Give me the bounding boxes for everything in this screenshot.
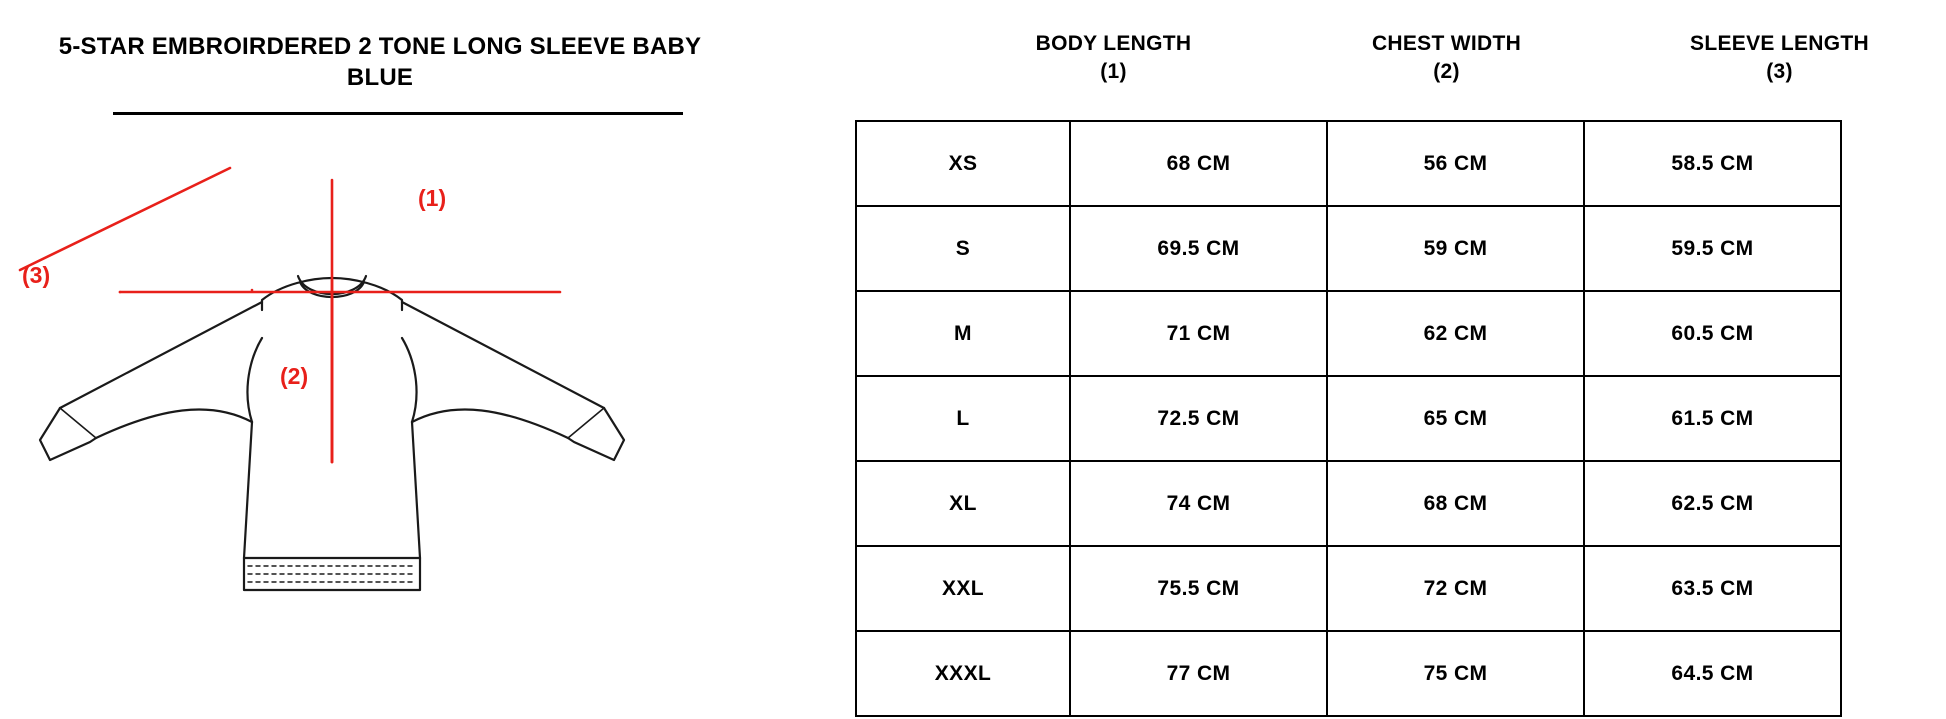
garment-illustration-panel bbox=[0, 0, 760, 719]
callout-sleeve-length: (3) bbox=[22, 262, 51, 288]
table-row bbox=[856, 376, 1841, 461]
cell-chest-width: 59 CM bbox=[1327, 206, 1584, 291]
cell-chest-width: 56 CM bbox=[1327, 121, 1584, 206]
column-header-body-length-ref: (1) bbox=[1100, 60, 1127, 84]
cell-size: XL bbox=[856, 461, 1070, 546]
cell-size: L bbox=[856, 376, 1070, 461]
table-row bbox=[856, 291, 1841, 376]
cell-body-length: 77 CM bbox=[1070, 631, 1327, 716]
cell-sleeve-length: 64.5 CM bbox=[1584, 631, 1841, 716]
callout-body-length: (1) bbox=[418, 185, 447, 211]
table-row bbox=[856, 461, 1841, 546]
table-row bbox=[856, 206, 1841, 291]
table-row bbox=[856, 631, 1841, 716]
column-header-chest-width bbox=[1280, 30, 1613, 100]
column-header-body-length-label: BODY LENGTH bbox=[1035, 32, 1192, 55]
cell-size: M bbox=[856, 291, 1070, 376]
header-spacer bbox=[755, 30, 947, 100]
column-header-chest-width-label: CHEST WIDTH bbox=[1371, 32, 1522, 55]
cell-chest-width: 62 CM bbox=[1327, 291, 1584, 376]
column-header-sleeve-length-ref: (3) bbox=[1766, 60, 1793, 84]
cell-size: XXXL bbox=[856, 631, 1070, 716]
cell-sleeve-length: 62.5 CM bbox=[1584, 461, 1841, 546]
size-table bbox=[855, 120, 1842, 717]
cell-sleeve-length: 58.5 CM bbox=[1584, 121, 1841, 206]
cell-size: XXL bbox=[856, 546, 1070, 631]
cell-body-length: 71 CM bbox=[1070, 291, 1327, 376]
cell-body-length: 68 CM bbox=[1070, 121, 1327, 206]
garment-drawing bbox=[0, 150, 760, 610]
cell-size: S bbox=[856, 206, 1070, 291]
table-column-headers bbox=[755, 30, 1946, 100]
cell-body-length: 75.5 CM bbox=[1070, 546, 1327, 631]
cell-chest-width: 68 CM bbox=[1327, 461, 1584, 546]
cell-body-length: 69.5 CM bbox=[1070, 206, 1327, 291]
column-header-chest-width-ref: (2) bbox=[1433, 60, 1460, 84]
cell-sleeve-length: 61.5 CM bbox=[1584, 376, 1841, 461]
callout-chest-width: (2) bbox=[280, 363, 309, 389]
cell-sleeve-length: 60.5 CM bbox=[1584, 291, 1841, 376]
cell-chest-width: 72 CM bbox=[1327, 546, 1584, 631]
size-table-panel bbox=[755, 0, 1946, 719]
column-header-sleeve-length-label: SLEEVE LENGTH bbox=[1690, 32, 1869, 55]
cell-body-length: 72.5 CM bbox=[1070, 376, 1327, 461]
title-divider bbox=[113, 112, 683, 115]
page-title: 5-STAR EMBROIRDERED 2 TONE LONG SLEEVE BABY BLUE bbox=[58, 33, 702, 91]
column-header-body-length bbox=[947, 30, 1280, 100]
table-row bbox=[856, 121, 1841, 206]
cell-size: XS bbox=[856, 121, 1070, 206]
cell-chest-width: 65 CM bbox=[1327, 376, 1584, 461]
table-row bbox=[856, 546, 1841, 631]
cell-body-length: 74 CM bbox=[1070, 461, 1327, 546]
cell-chest-width: 75 CM bbox=[1327, 631, 1584, 716]
cell-sleeve-length: 63.5 CM bbox=[1584, 546, 1841, 631]
column-header-sleeve-length bbox=[1613, 30, 1946, 100]
cell-sleeve-length: 59.5 CM bbox=[1584, 206, 1841, 291]
